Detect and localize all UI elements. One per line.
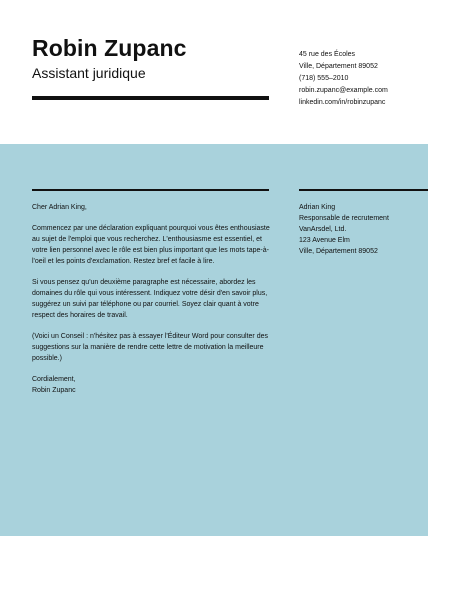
- recipient-city: Ville, Département 89052: [299, 248, 378, 255]
- recipient-name: Adrian King: [299, 204, 336, 211]
- signature: Robin Zupanc: [32, 387, 76, 394]
- contact-address: 45 rue des Écoles: [299, 51, 356, 58]
- contact-block: [299, 49, 388, 109]
- contact-city: Ville, Département 89052: [299, 63, 378, 70]
- letter-body: [32, 202, 272, 396]
- closing: Cordialement,: [32, 376, 76, 383]
- paragraph-intro: Commencez par une déclaration expliquant pourquoi vous êtes enthousiaste au sujet de l'emploi que vous recherchez. L'enthousiasme est essentiel, et votre lien personnel avec le rôle est bien plus important que les mots tape-à-l'oeil et les points d'exclamation. Restez bref et facile à lire.: [32, 225, 270, 265]
- sender-job-title: Assistant juridique: [32, 65, 146, 81]
- recipient-block: [299, 202, 389, 257]
- recipient-company: VanArsdel, Ltd.: [299, 226, 347, 233]
- contact-phone: (718) 555–2010: [299, 75, 349, 82]
- letter-divider: [32, 189, 269, 191]
- sender-name: Robin Zupanc: [32, 35, 187, 61]
- sign-off: [32, 374, 272, 396]
- header-divider: [32, 96, 269, 100]
- paragraph-tip: (Voici un Conseil : n'hésitez pas à essayer l'Éditeur Word pour consulter des suggestions sur la manière de rendre cette lettre de motivation la meilleure possible.): [32, 333, 268, 362]
- contact-email: robin.zupanc@example.com: [299, 87, 388, 94]
- recipient-address: 123 Avenue Elm: [299, 237, 350, 244]
- contact-linkedin: linkedin.com/in/robinzupanc: [299, 99, 386, 106]
- paragraph-second: Si vous pensez qu'un deuxième paragraphe est nécessaire, abordez les domaines du rôle qui vous intéressent. Indiquez votre désir d'en savoir plus, suggérez un suivi par téléphone ou par courriel. Soyez clair quant à votre respect des horaires de travail.: [32, 279, 268, 319]
- salutation: Cher Adrian King,: [32, 204, 87, 211]
- recipient-title: Responsable de recrutement: [299, 215, 389, 222]
- recipient-divider: [299, 189, 428, 191]
